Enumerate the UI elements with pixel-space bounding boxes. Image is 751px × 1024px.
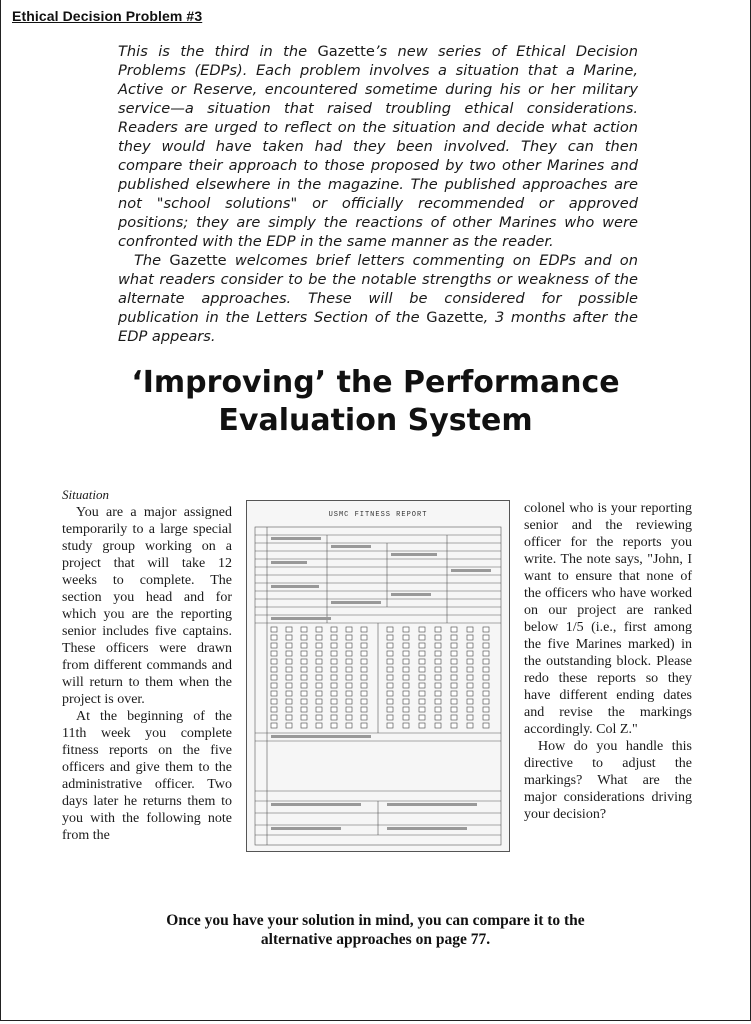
intro-text: The (134, 252, 170, 269)
form-checkbox (483, 707, 489, 712)
form-checkbox (387, 667, 393, 672)
form-checkbox (361, 699, 367, 704)
form-checkbox (387, 715, 393, 720)
form-checkbox (301, 691, 307, 696)
form-checkbox (331, 699, 337, 704)
form-checkbox (483, 667, 489, 672)
form-checkbox (403, 691, 409, 696)
intro-paragraph-1 (118, 42, 638, 251)
form-checkbox (467, 691, 473, 696)
form-checkbox (419, 723, 425, 728)
form-checkbox (387, 651, 393, 656)
magazine-name: Gazette (169, 252, 227, 269)
form-checkbox (435, 627, 441, 632)
form-checkbox (331, 683, 337, 688)
form-checkbox (271, 667, 277, 672)
form-checkbox (331, 715, 337, 720)
form-checkbox (361, 627, 367, 632)
form-checkbox (316, 643, 322, 648)
form-checkbox (483, 635, 489, 640)
form-checkbox (331, 723, 337, 728)
form-checkbox (301, 635, 307, 640)
form-checkbox (361, 691, 367, 696)
form-checkbox (387, 627, 393, 632)
form-checkbox (467, 683, 473, 688)
form-checkbox (316, 635, 322, 640)
form-checkbox (286, 651, 292, 656)
body-paragraph: At the beginning of the 11th week you complete fitness reports on the five officers and give them to the administrative officer. Two days later he returns them to you with the following note from the (62, 709, 232, 843)
situation-heading: Situation (62, 487, 109, 502)
form-checkbox (435, 707, 441, 712)
form-checkbox (271, 643, 277, 648)
form-checkbox (316, 627, 322, 632)
form-checkbox (419, 707, 425, 712)
form-checkbox (483, 691, 489, 696)
form-checkbox (286, 659, 292, 664)
form-checkbox (331, 635, 337, 640)
intro-paragraph-2 (118, 251, 638, 346)
form-title: USMC FITNESS REPORT (328, 511, 428, 519)
form-checkbox (346, 659, 352, 664)
form-checkbox (451, 659, 457, 664)
form-checkbox (361, 683, 367, 688)
intro-text: ’s new series of Ethical Decision Problems (EDPs). Each problem involves a situation that a Marine, Active or Reserve, encountered sometime during his or her military service—a situation that raised troubling ethical considerations. Readers are urged to reflect on the situation and decide what action they would have taken had they been involved. They can then compare their approach to those proposed by two other Marines and published elsewhere in the magazine. The published approaches are not "school solutions" or officially recommended or approved positions; they are simply the reactions of other Marines who were confronted with the EDP in the same manner as the reader. (118, 43, 638, 250)
form-checkbox (361, 707, 367, 712)
form-checkbox (387, 659, 393, 664)
form-checkbox (286, 627, 292, 632)
form-checkbox (316, 699, 322, 704)
form-checkbox (467, 707, 473, 712)
article-title (0, 364, 751, 440)
form-checkbox (271, 691, 277, 696)
form-checkbox (467, 651, 473, 656)
form-checkbox (451, 627, 457, 632)
form-checkbox (403, 707, 409, 712)
form-illustration (247, 501, 509, 851)
form-checkbox (301, 675, 307, 680)
form-checkbox (435, 699, 441, 704)
form-checkbox (331, 667, 337, 672)
form-checkbox (387, 707, 393, 712)
form-checkbox (301, 651, 307, 656)
form-checkbox (467, 715, 473, 720)
form-checkbox (331, 659, 337, 664)
form-checkbox (435, 683, 441, 688)
form-checkbox (403, 643, 409, 648)
form-checkbox (361, 723, 367, 728)
form-checkbox (451, 707, 457, 712)
form-checkbox (483, 683, 489, 688)
form-checkbox (451, 675, 457, 680)
right-column (524, 500, 692, 823)
form-checkbox (316, 683, 322, 688)
form-checkbox (483, 723, 489, 728)
closing-line: alternative approaches on page 77. (260, 931, 491, 948)
form-checkbox (316, 659, 322, 664)
form-checkbox (451, 723, 457, 728)
form-checkbox (286, 667, 292, 672)
form-checkbox (361, 651, 367, 656)
form-checkbox (346, 691, 352, 696)
form-checkbox (483, 675, 489, 680)
form-checkbox (483, 643, 489, 648)
form-checkbox (361, 715, 367, 720)
form-checkbox (346, 723, 352, 728)
form-checkbox (271, 707, 277, 712)
form-checkbox (419, 651, 425, 656)
form-checkbox (301, 643, 307, 648)
form-checkbox (271, 683, 277, 688)
form-checkbox (346, 643, 352, 648)
form-checkbox (301, 659, 307, 664)
form-checkbox (286, 683, 292, 688)
form-checkbox (387, 683, 393, 688)
form-checkbox (403, 659, 409, 664)
form-checkbox (467, 667, 473, 672)
form-checkbox (387, 699, 393, 704)
form-checkbox (301, 699, 307, 704)
form-checkbox (271, 635, 277, 640)
form-checkbox (419, 683, 425, 688)
form-checkbox (403, 715, 409, 720)
form-checkbox (316, 723, 322, 728)
form-checkbox (451, 683, 457, 688)
form-checkbox (286, 635, 292, 640)
form-checkbox (331, 691, 337, 696)
form-checkbox (403, 723, 409, 728)
form-checkbox (483, 715, 489, 720)
section-label: Ethical Decision Problem #3 (12, 8, 203, 24)
form-checkbox (419, 635, 425, 640)
form-checkbox (316, 675, 322, 680)
form-checkbox (301, 627, 307, 632)
form-checkbox (271, 699, 277, 704)
form-checkbox (435, 691, 441, 696)
form-checkbox (451, 715, 457, 720)
form-checkbox (271, 675, 277, 680)
form-checkbox (467, 659, 473, 664)
intro-text: This is the third in the (118, 43, 318, 60)
form-checkbox (286, 707, 292, 712)
form-checkbox (346, 699, 352, 704)
form-checkbox (286, 723, 292, 728)
title-line: Evaluation System (218, 403, 533, 438)
form-checkbox (435, 723, 441, 728)
form-checkbox (346, 715, 352, 720)
form-checkbox (387, 723, 393, 728)
form-checkbox (361, 643, 367, 648)
form-checkbox (483, 651, 489, 656)
form-checkbox (419, 699, 425, 704)
form-checkbox (451, 699, 457, 704)
form-checkbox (301, 723, 307, 728)
form-checkbox (467, 675, 473, 680)
form-checkbox (419, 691, 425, 696)
form-checkbox (435, 651, 441, 656)
form-checkbox (483, 699, 489, 704)
form-checkbox (271, 715, 277, 720)
form-checkbox (361, 667, 367, 672)
form-checkbox (387, 635, 393, 640)
form-checkbox (403, 627, 409, 632)
form-checkbox (271, 659, 277, 664)
intro-text: welcomes brief letters commenting on EDPs and on what readers consider to be the notable strengths or weakness of the alternate approaches. These will be considered for possible publication in the Letters Section of the (118, 252, 638, 326)
form-checkbox (331, 627, 337, 632)
closing-line: Once you have your solution in mind, you can compare it to the (166, 912, 585, 929)
form-checkbox (419, 667, 425, 672)
form-checkbox (403, 699, 409, 704)
form-checkbox (361, 659, 367, 664)
form-checkbox (403, 675, 409, 680)
form-checkbox (316, 667, 322, 672)
form-checkbox (467, 699, 473, 704)
form-checkbox (435, 715, 441, 720)
form-checkbox (435, 667, 441, 672)
intro-text: , 3 months after the EDP appears. (118, 309, 638, 345)
form-checkbox (451, 667, 457, 672)
form-checkbox (435, 659, 441, 664)
form-checkbox (331, 643, 337, 648)
form-checkbox (451, 691, 457, 696)
magazine-name: Gazette (317, 43, 375, 60)
form-checkbox (301, 715, 307, 720)
form-checkbox (286, 691, 292, 696)
form-checkbox (286, 699, 292, 704)
form-checkbox (346, 667, 352, 672)
form-checkbox (451, 651, 457, 656)
form-checkbox (316, 691, 322, 696)
form-checkbox (331, 651, 337, 656)
title-line: ‘Improving’ the Performance (131, 365, 620, 400)
left-column (62, 486, 232, 844)
form-checkbox (419, 715, 425, 720)
form-checkbox (346, 707, 352, 712)
form-checkbox (467, 635, 473, 640)
form-checkbox (467, 643, 473, 648)
form-checkbox (419, 627, 425, 632)
form-checkbox (483, 627, 489, 632)
form-checkbox (387, 675, 393, 680)
fitness-report-form-image (246, 500, 510, 852)
form-checkbox (467, 723, 473, 728)
body-paragraph: colonel who is your reporting senior and the reviewing officer for the reports you write. The note says, "John, I want to ensure that none of the officers who have worked on our project are ranked below 1/5 (i.e., first among the five Marines marked) in the outstanding block. Please redo these reports so they have different ending dates and revise the markings accordingly. Col Z." (524, 501, 692, 737)
form-checkbox (271, 723, 277, 728)
form-checkbox (286, 675, 292, 680)
form-checkbox (403, 667, 409, 672)
body-paragraph: You are a major assigned temporarily to a large special study group working on a project that will take 12 weeks to complete. The section you head and for which you are the reporting senior includes five captains. These officers were drawn from different commands and will return to them when the project is over. (62, 505, 232, 707)
form-checkbox (419, 643, 425, 648)
form-checkbox (387, 691, 393, 696)
form-checkbox (346, 627, 352, 632)
form-checkbox (361, 635, 367, 640)
form-checkbox (467, 627, 473, 632)
form-checkbox (361, 675, 367, 680)
form-checkbox (435, 675, 441, 680)
closing-note (0, 911, 751, 949)
form-checkbox (419, 675, 425, 680)
form-checkbox (346, 635, 352, 640)
form-checkbox (286, 643, 292, 648)
form-checkbox (403, 683, 409, 688)
form-checkbox (316, 707, 322, 712)
form-checkbox (271, 651, 277, 656)
form-checkbox (271, 627, 277, 632)
form-checkbox (301, 667, 307, 672)
form-checkbox (403, 651, 409, 656)
form-checkbox (301, 707, 307, 712)
form-checkbox (403, 635, 409, 640)
form-checkbox (331, 707, 337, 712)
form-checkbox (286, 715, 292, 720)
form-checkbox (301, 683, 307, 688)
form-checkbox (483, 659, 489, 664)
form-checkbox (451, 643, 457, 648)
form-checkbox (316, 715, 322, 720)
form-checkbox (435, 635, 441, 640)
form-checkbox (387, 643, 393, 648)
form-checkbox (331, 675, 337, 680)
body-paragraph: How do you handle this directive to adjust the markings? What are the major considerations driving your decision? (524, 739, 692, 822)
magazine-name: Gazette (426, 309, 484, 326)
form-checkbox (346, 651, 352, 656)
form-checkbox (346, 683, 352, 688)
form-checkbox (451, 635, 457, 640)
form-checkbox (419, 659, 425, 664)
form-checkbox (346, 675, 352, 680)
intro-block (118, 42, 638, 346)
form-checkbox (435, 643, 441, 648)
form-checkbox (316, 651, 322, 656)
